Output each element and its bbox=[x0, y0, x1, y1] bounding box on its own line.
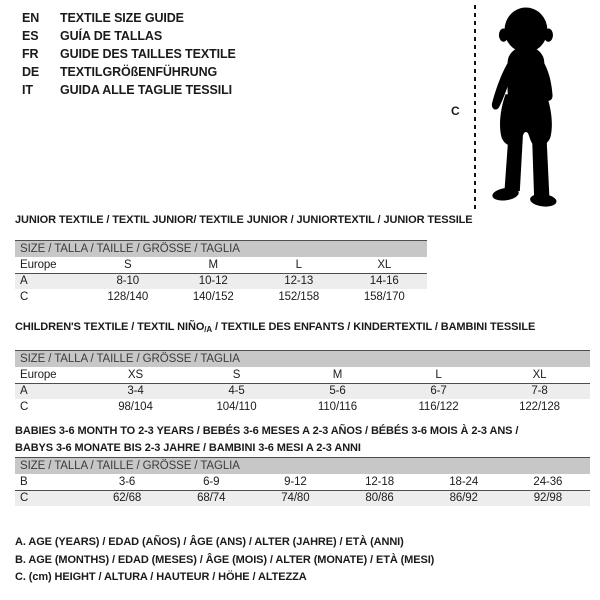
table-row bbox=[15, 474, 590, 490]
cell: 104/110 bbox=[216, 401, 257, 413]
children-title-sub: /A bbox=[204, 325, 213, 334]
children-title-pre: CHILDREN'S TEXTILE / TEXTIL NIÑO bbox=[15, 321, 205, 333]
row-label: A bbox=[15, 273, 85, 289]
legend-notes bbox=[15, 534, 434, 587]
cell: 80/86 bbox=[337, 490, 421, 506]
babies-title-line2: BABYS 3-6 MONATE BIS 2-3 JAHRE / BAMBINI 3-6 MESI A 2-3 ANNI bbox=[15, 442, 361, 454]
row-label: B bbox=[15, 474, 85, 490]
cell: S bbox=[85, 257, 171, 273]
cell: L bbox=[388, 367, 489, 383]
table-row bbox=[15, 289, 427, 305]
height-measure-label: C bbox=[451, 104, 460, 118]
cell: 24-36 bbox=[506, 474, 590, 490]
cell: 10-12 bbox=[171, 273, 257, 289]
height-dashed-line bbox=[474, 5, 476, 210]
language-code: DE bbox=[22, 65, 40, 79]
language-title: GUIDA ALLE TAGLIE TESSILI bbox=[60, 83, 233, 97]
table-row bbox=[15, 273, 427, 289]
cell: 68/74 bbox=[169, 490, 253, 506]
junior-size-table bbox=[15, 240, 427, 305]
children-size-table bbox=[15, 350, 590, 415]
language-code: FR bbox=[22, 47, 39, 61]
language-row-fr bbox=[22, 45, 236, 63]
cell: XL bbox=[342, 257, 428, 273]
table-row bbox=[15, 490, 590, 506]
size-header-cell: SIZE / TALLA / TAILLE / GRÖSSE / TAGLIA bbox=[15, 458, 590, 475]
language-row-de bbox=[22, 63, 236, 81]
size-header-row bbox=[15, 351, 590, 368]
language-row-it bbox=[22, 81, 236, 99]
note-age-years: A. AGE (YEARS) / EDAD (AÑOS) / ÂGE (ANS) / ALTER (JAHRE) / ETÀ (ANNI) bbox=[15, 536, 404, 548]
babies-title-line1: BABIES 3-6 MONTH TO 2-3 YEARS / BEBÉS 3-6 MESES A 2-3 AÑOS / BÉBÉS 3-6 MOIS À 2-3 ANS / bbox=[15, 425, 519, 437]
cell: 62/68 bbox=[85, 490, 169, 506]
language-title: GUÍA DE TALLAS bbox=[60, 29, 163, 43]
size-header-row bbox=[15, 458, 590, 475]
row-label: C bbox=[20, 291, 29, 303]
cell: 4-5 bbox=[186, 383, 287, 399]
row-label: Europe bbox=[15, 367, 85, 383]
language-code: EN bbox=[22, 11, 40, 25]
cell: 8-10 bbox=[85, 273, 171, 289]
cell: XS bbox=[85, 367, 186, 383]
table-row bbox=[15, 257, 427, 273]
cell: 3-6 bbox=[85, 474, 169, 490]
toddler-silhouette-image bbox=[478, 3, 580, 210]
cell: 14-16 bbox=[342, 273, 428, 289]
cell: L bbox=[256, 257, 342, 273]
language-code: IT bbox=[22, 83, 33, 97]
cell: 18-24 bbox=[422, 474, 506, 490]
cell: 6-9 bbox=[169, 474, 253, 490]
cell: 5-6 bbox=[287, 383, 388, 399]
junior-table-title: JUNIOR TEXTILE / TEXTIL JUNIOR/ TEXTILE JUNIOR / JUNIORTEXTIL / JUNIOR TESSILE bbox=[15, 214, 473, 226]
cell: 128/140 bbox=[107, 291, 149, 303]
cell: S bbox=[186, 367, 287, 383]
cell: 110/116 bbox=[317, 401, 358, 413]
cell: 12-18 bbox=[337, 474, 421, 490]
children-table-title bbox=[15, 321, 535, 334]
babies-size-table bbox=[15, 457, 590, 506]
cell: M bbox=[171, 257, 257, 273]
language-title: TEXTILE SIZE GUIDE bbox=[60, 11, 184, 25]
language-row-es bbox=[22, 27, 236, 45]
note-age-months: B. AGE (MONTHS) / EDAD (MESES) / ÂGE (MOIS) / ALTER (MONATE) / ETÀ (MESI) bbox=[15, 553, 435, 566]
language-code: ES bbox=[22, 29, 39, 43]
cell: 74/80 bbox=[253, 490, 337, 506]
babies-table-title bbox=[15, 423, 518, 457]
language-title: TEXTILGRÖßENFÜHRUNG bbox=[60, 65, 218, 79]
cell: 152/158 bbox=[278, 291, 320, 303]
cell: 6-7 bbox=[388, 383, 489, 399]
row-label: A bbox=[15, 383, 85, 399]
cell: 12-13 bbox=[256, 273, 342, 289]
cell: 158/170 bbox=[363, 291, 405, 303]
row-label: C bbox=[20, 401, 29, 413]
cell: 122/128 bbox=[519, 401, 560, 413]
row-label: Europe bbox=[15, 257, 85, 273]
language-title: GUIDE DES TAILLES TEXTILE bbox=[60, 47, 236, 61]
row-label: C bbox=[15, 490, 85, 506]
table-row bbox=[15, 367, 590, 383]
cell: M bbox=[287, 367, 388, 383]
note-height-cm: C. (cm) HEIGHT / ALTURA / HAUTEUR / HÖHE / ALTEZZA bbox=[15, 571, 307, 583]
language-list bbox=[22, 9, 236, 99]
cell: 98/104 bbox=[118, 401, 153, 413]
size-header-row bbox=[15, 241, 427, 258]
cell: 9-12 bbox=[253, 474, 337, 490]
cell: 86/92 bbox=[422, 490, 506, 506]
size-header-cell: SIZE / TALLA / TAILLE / GRÖSSE / TAGLIA bbox=[15, 351, 590, 368]
cell: 92/98 bbox=[506, 490, 590, 506]
size-header-cell: SIZE / TALLA / TAILLE / GRÖSSE / TAGLIA bbox=[15, 241, 427, 258]
cell: XL bbox=[489, 367, 590, 383]
cell: 3-4 bbox=[85, 383, 186, 399]
language-row-en bbox=[22, 9, 236, 27]
table-row bbox=[15, 383, 590, 399]
children-title-post: / TEXTILE DES ENFANTS / KINDERTEXTIL / BAMBINI TESSILE bbox=[212, 321, 536, 333]
table-row bbox=[15, 399, 590, 415]
cell: 116/122 bbox=[418, 401, 459, 413]
cell: 7-8 bbox=[489, 383, 590, 399]
cell: 140/152 bbox=[192, 291, 234, 303]
